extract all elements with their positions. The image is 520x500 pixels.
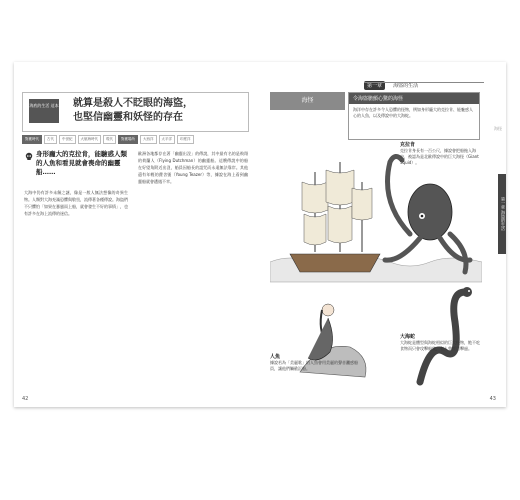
page-number-right: 43 — [489, 396, 496, 402]
headline — [73, 97, 193, 125]
meta-place-pacific: 太平洋 — [159, 135, 176, 144]
skull-icon — [24, 152, 34, 162]
section-header: 海怪 — [270, 92, 345, 110]
kraken-title: 克拉肯 — [400, 142, 416, 148]
chapter-title: 海盜的生活 — [393, 83, 419, 89]
meta-place-label: 對應場所 — [118, 135, 138, 144]
book-spread — [14, 62, 506, 407]
spine-tab: 第一章 海盜的生活 — [498, 174, 506, 254]
headline-tag: 海底的生活 這本 — [29, 99, 59, 123]
mermaid-body: 據說若為「美麗歌」的人魚會用美麗的聲音蠱惑船員，讓他們觸礁沉船。 — [270, 360, 358, 371]
meta-row — [22, 135, 194, 144]
serpent-title: 大海蛇 — [400, 334, 416, 340]
meta-era-age-of-sail: 大航海時代 — [78, 135, 102, 144]
meta-era-modern: 現代 — [103, 135, 116, 144]
meta-era-label: 對應時代 — [22, 135, 42, 144]
intro-card — [348, 92, 480, 140]
headline-box — [22, 92, 249, 132]
serpent-body: 大海蛇是體型與海蛇相似的巨大怪物，牠不吃食物而只會攻擊船隻，有人曾經目擊過。 — [400, 340, 480, 351]
chapter-header — [364, 72, 419, 89]
right-page — [260, 62, 506, 407]
left-page — [14, 62, 261, 407]
kraken-note — [400, 142, 480, 166]
question-block — [24, 150, 128, 177]
intro-card-body: 海洋中存在許多令人恐懼的怪物，例如身形龐大的克拉肯、能魅惑人心的人魚，以及傳說中的大海蛇。 — [353, 107, 473, 118]
meta-era-ancient: 古代 — [44, 135, 57, 144]
body-column-1: 大海中仍有許多未解之謎，像是一般人無法想像的奇異生物。人類對大海充滿恐懼與敬畏，流傳著各種傳說。海盜們不只懼怕「如果在暴風雨上船，就會發生不好的事情」，也有許多在海上流傳的迷信。 — [24, 190, 128, 216]
side-label: 海怪 — [494, 126, 502, 131]
serpent-note — [400, 334, 480, 352]
page-number-left: 42 — [22, 396, 29, 402]
meta-place-atlantic: 大西洋 — [140, 135, 157, 144]
chapter-pill: 第一章 — [364, 81, 385, 90]
intro-card-title: 令海盜膽顫心驚的海怪 — [349, 93, 479, 104]
headline-line-1: 就算是殺人不眨眼的海盜， — [73, 98, 193, 109]
meta-place-indian: 印度洋 — [177, 135, 194, 144]
headline-line-2: 也堅信幽靈和妖怪的存在 — [73, 112, 183, 123]
body-column-2: 歐洲各地都存在著「幽靈出沒」的傳說，其中最有名的是飛翔的荷蘭人（Flying Dutchman）的幽靈船。這艘傳說中的船在好望角附近出沒，船員因船長的詛咒而永遠無法靠岸。其他還有年輕的費舍號（Young Teazer）等，據說在海上看到幽靈船就會遭遇不幸。 — [138, 151, 248, 184]
mermaid-title: 人魚 — [270, 354, 281, 360]
meta-era-medieval: 中世紀 — [59, 135, 76, 144]
question-text: 身形龐大的克拉肯，能驗惑人類的人魚和看見就會喪命的幽靈船…… — [36, 150, 127, 176]
mermaid-note — [270, 354, 360, 372]
chapter-rule — [364, 82, 484, 83]
kraken-body: 克拉肯身長有一百公尺，據說會把船拖入海中，被認為是北歐傳說中的巨大海怪（Giant Squid）。 — [400, 148, 479, 165]
